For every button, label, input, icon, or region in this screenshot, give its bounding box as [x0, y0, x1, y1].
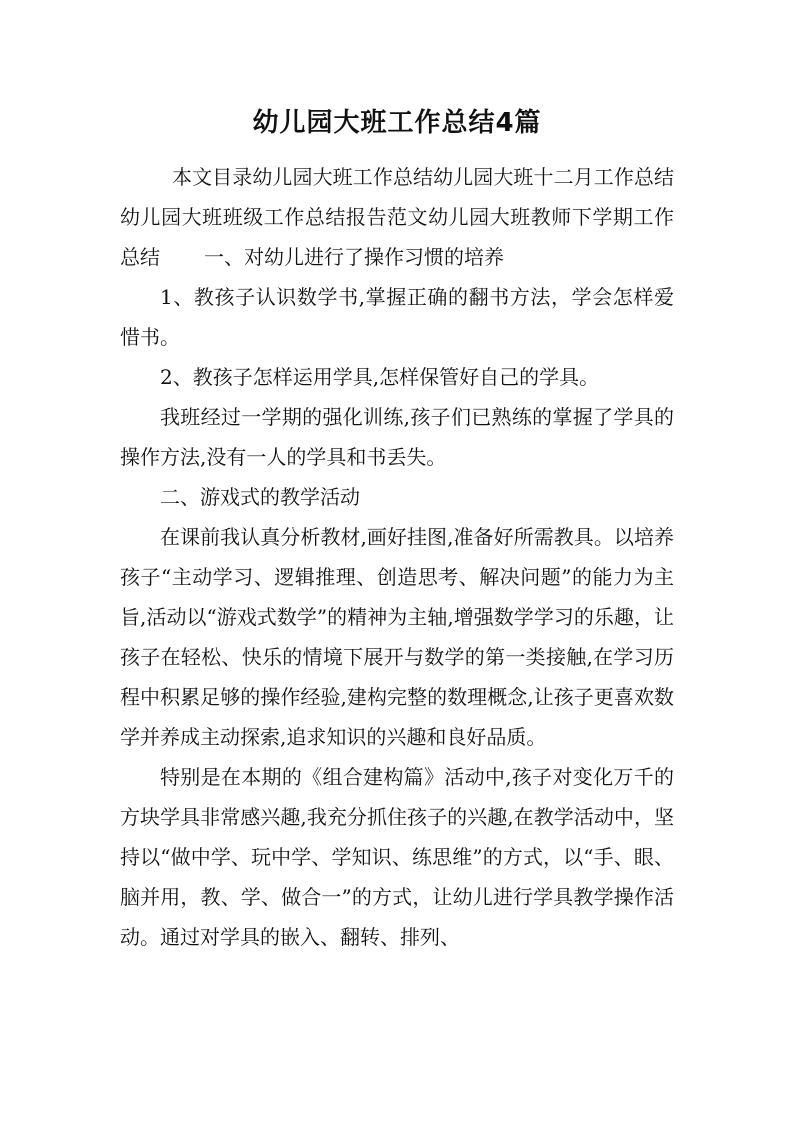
section-two-heading: 二、游戏式的教学活动 [160, 485, 360, 509]
paragraph-summary: 我班经过一学期的强化训练,孩子们已熟练的掌握了学具的操作方法,没有一人的学具和书丢失。 [120, 405, 674, 469]
document-body [120, 157, 674, 957]
section-one-heading: 一、对幼儿进行了操作习惯的培养 [204, 245, 504, 269]
paragraph-combination-activity: 特别是在本期的《组合建构篇》活动中,孩子对变化万千的方块学具非常感兴趣,我充分抓住孩子的兴趣,在教学活动中，坚持以“做中学、玩中学、学知识、练思维”的方式，以“手、眼、脑并用，教、学、做合一”的方式，让幼儿进行学具教学操作活动。通过对学具的嵌入、翻转、排列、 [120, 765, 674, 949]
paragraph-item-1: 1、教孩子认识数学书,掌握正确的翻书方法，学会怎样爱惜书。 [120, 285, 674, 349]
document-title: 幼儿园大班工作总结4篇 [252, 108, 542, 138]
toc-intro-paragraph [120, 157, 674, 277]
paragraph-item-2: 2、教孩子怎样运用学具,怎样保管好自己的学具。 [160, 365, 600, 389]
toc-intro-text: 本文目录幼儿园大班工作总结幼儿园大班十二月工作总结幼儿园大班班级工作总结报告范文幼儿园大班教师下学期工作总结 [120, 165, 674, 269]
paragraph-game-teaching: 在课前我认真分析教材,画好挂图,准备好所需教具。以培养孩子“主动学习、逻辑推理、创造思考、解决问题”的能力为主旨,活动以“游戏式数学”的精神为主轴,增强数学学习的乐趣，让孩子在轻松、快乐的情境下展开与数学的第一类接触,在学习历程中积累足够的操作经验,建构完整的数理概念,让孩子更喜欢数学并养成主动探索,追求知识的兴趣和良好品质。 [120, 525, 674, 749]
